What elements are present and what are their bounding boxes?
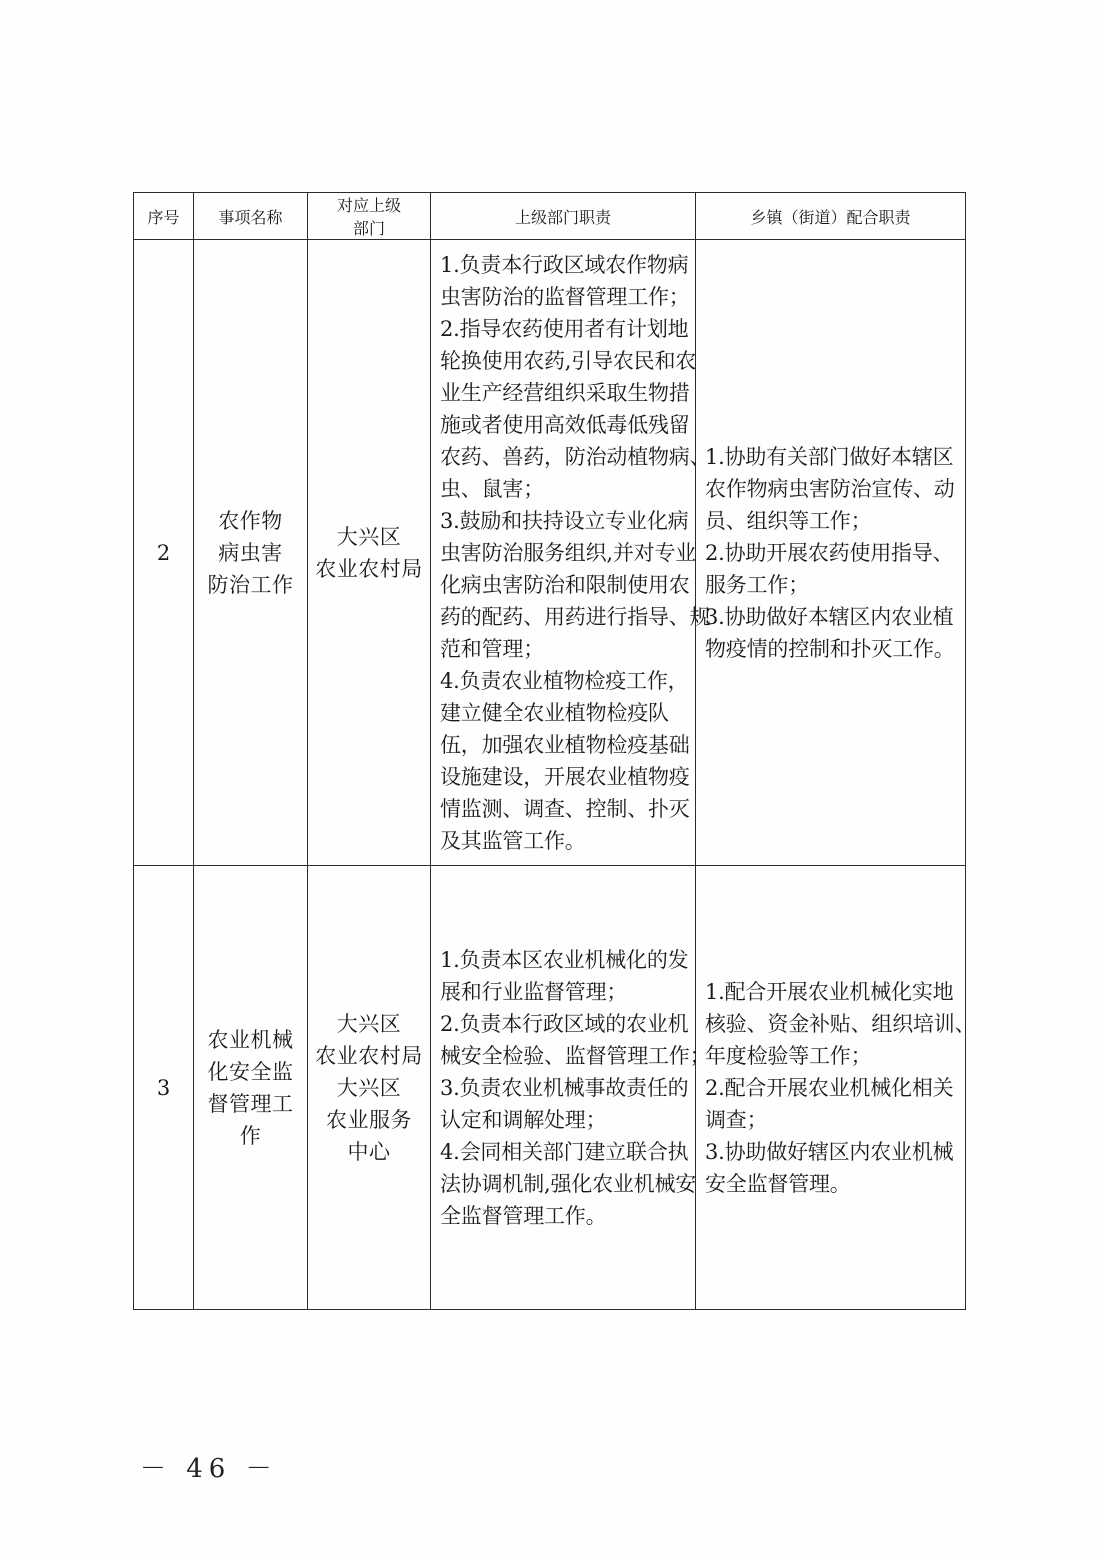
header-label-upper-dept-line1: 对应上级 [336, 196, 401, 215]
duty-line: 情监测、调查、控制、扑灭 [440, 796, 690, 821]
cell-upper-dept [308, 240, 431, 866]
duty-line: 4.会同相关部门建立联合执 [440, 1139, 689, 1164]
duty-line: 农药、兽药，防治动植物病、 [440, 444, 711, 469]
header-cell-seq [134, 193, 194, 240]
header-label-upper-duty: 上级部门职责 [514, 207, 611, 227]
coop-line: 员、组织等工作； [705, 508, 872, 533]
cell-seq: 2 [134, 240, 194, 866]
coop-line: 安全监督管理。 [705, 1171, 851, 1196]
duty-line: 化病虫害防治和限制使用农 [440, 572, 690, 597]
item-name-line: 防治工作 [207, 572, 294, 597]
coop-line: 1.配合开展农业机械化实地 [705, 979, 954, 1004]
cell-upper-duty [431, 866, 711, 1310]
coop-line: 调查； [705, 1107, 768, 1132]
cell-upper-duty [431, 240, 711, 866]
item-name-line: 农业机械 [207, 1027, 294, 1052]
duty-line: 建立健全农业植物检疫队 [440, 700, 669, 725]
duty-line: 药的配药、用药进行指导、规 [440, 604, 711, 629]
duty-line: 虫害防治服务组织,并对专业 [440, 540, 697, 565]
cell-township-duty [696, 240, 966, 866]
duty-line: 业生产经营组织采取生物措 [440, 380, 690, 405]
header-cell-item-name [194, 193, 308, 240]
page-number: － 46 － [140, 1454, 278, 1484]
duty-line: 1.负责本区农业机械化的发 [440, 947, 689, 972]
duty-line: 法协调机制,强化农业机械安 [440, 1171, 697, 1196]
coop-line: 2.配合开展农业机械化相关 [705, 1075, 954, 1100]
duty-line: 伍，加强农业植物检疫基础 [440, 732, 690, 757]
header-cell-township-duty [696, 193, 966, 240]
duty-line: 3.负责农业机械事故责任的 [440, 1075, 689, 1100]
header-label-township-duty: 乡镇（街道）配合职责 [750, 207, 911, 227]
header-label-upper-dept-line2: 部门 [352, 219, 385, 238]
duty-line: 1.负责本行政区域农作物病 [440, 252, 689, 277]
duty-line: 轮换使用农药,引导农民和农 [440, 348, 697, 373]
item-name-line: 化安全监 [207, 1059, 294, 1084]
duty-line: 4.负责农业植物检疫工作， [440, 668, 689, 693]
duty-line: 2.指导农药使用者有计划地 [440, 316, 689, 341]
duty-line: 械安全检验、监督管理工作； [440, 1043, 711, 1068]
coop-line: 核验、资金补贴、组织培训、 [705, 1011, 976, 1036]
duty-line: 范和管理； [440, 636, 544, 661]
coop-line: 1.协助有关部门做好本辖区 [705, 444, 954, 469]
duty-line: 2.负责本行政区域的农业机 [440, 1011, 689, 1036]
item-name-line: 作 [239, 1123, 262, 1148]
duty-line: 虫、鼠害； [440, 476, 544, 501]
cell-seq: 3 [134, 866, 194, 1310]
duty-line: 虫害防治的监督管理工作； [440, 284, 690, 309]
duty-line: 展和行业监督管理； [440, 979, 628, 1004]
coop-line: 年度检验等工作； [705, 1043, 872, 1068]
item-name-line: 农作物 [218, 508, 283, 533]
item-name-line: 督管理工 [207, 1091, 294, 1116]
header-cell-upper-duty [431, 193, 696, 240]
coop-line: 农作物病虫害防治宣传、动 [705, 476, 955, 501]
header-cell-upper-dept [308, 193, 431, 240]
duty-line: 及其监管工作。 [440, 828, 586, 853]
responsibility-table [133, 192, 976, 1310]
upper-dept-line: 农业农村局 [315, 556, 423, 581]
duty-line: 全监督管理工作。 [440, 1203, 607, 1228]
upper-dept-line: 大兴区 [336, 1011, 402, 1036]
cell-item-name [194, 240, 308, 866]
item-name-line: 病虫害 [218, 540, 283, 565]
header-label-seq: 序号 [147, 207, 180, 227]
cell-item-name [194, 866, 308, 1310]
coop-line: 3.协助做好本辖区内农业植 [705, 604, 954, 629]
duty-line: 认定和调解处理； [440, 1107, 607, 1132]
header-label-item-name: 事项名称 [218, 207, 283, 227]
duty-line: 设施建设，开展农业植物疫 [440, 764, 690, 789]
coop-line: 3.协助做好辖区内农业机械 [705, 1139, 954, 1164]
upper-dept-line: 农业服务 [326, 1107, 412, 1132]
table-row [134, 866, 966, 1310]
cell-upper-dept [308, 866, 431, 1310]
table-header-row [134, 193, 966, 240]
cell-township-duty [696, 866, 976, 1310]
duty-line: 施或者使用高效低毒低残留 [440, 412, 690, 437]
duty-line: 3.鼓励和扶持设立专业化病 [440, 508, 689, 533]
upper-dept-line: 农业农村局 [315, 1043, 423, 1068]
upper-dept-line: 大兴区 [336, 524, 402, 549]
coop-line: 物疫情的控制和扑灭工作。 [705, 636, 955, 661]
coop-line: 服务工作； [705, 572, 809, 597]
coop-line: 2.协助开展农药使用指导、 [705, 540, 954, 565]
upper-dept-line: 大兴区 [336, 1075, 402, 1100]
upper-dept-line: 中心 [347, 1139, 391, 1164]
table-row [134, 240, 966, 866]
